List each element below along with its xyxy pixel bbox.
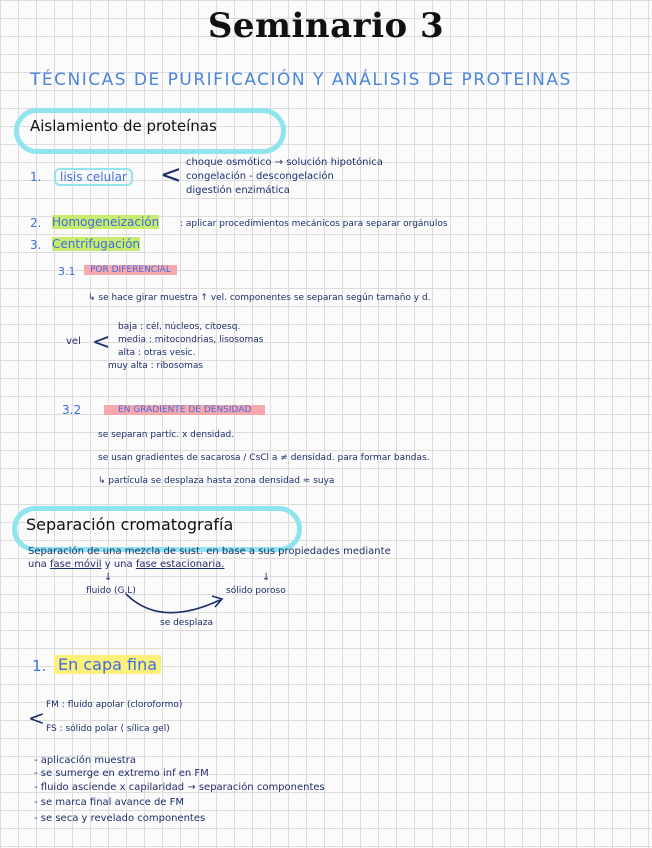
speed-media: media : mitocondrias, lisosomas xyxy=(118,335,264,345)
gradiente-line-1: se separan partíc. x densidad. xyxy=(98,430,235,440)
centrifugacion-highlight: Centrifugación xyxy=(52,237,141,251)
bracket: < xyxy=(92,330,111,355)
speed-baja: baja : cél, núcleos, citoesq. xyxy=(118,322,241,332)
speed-muy-alta: muy alta : ribosomas xyxy=(108,361,204,371)
desplaza-label: se desplaza xyxy=(160,618,213,628)
speed-alta: alta : otras vesic. xyxy=(118,348,196,358)
arrow-down-icon: ↓ xyxy=(104,572,113,583)
bracket: < xyxy=(28,706,45,730)
fase-movil: fase móvil xyxy=(50,559,102,570)
lisis-option-3: digestión enzimática xyxy=(186,185,290,196)
subitem-label-diferencial xyxy=(84,265,177,275)
homogeneizacion-highlight: Homogeneización xyxy=(52,215,160,229)
fs-line: FS : sólido polar ( sílica gel) xyxy=(46,724,170,734)
fase-estacionaria: fase estacionaria. xyxy=(135,559,225,570)
bracket: < xyxy=(160,160,182,190)
subitem-number: 3.1 xyxy=(58,265,76,278)
homogeneizacion-text: : aplicar procedimientos mecánicos para separar orgánulos xyxy=(180,219,448,229)
gradiente-highlight: EN GRADIENTE DE DENSIDAD xyxy=(104,405,265,415)
diferencial-note: ↳ se hace girar muestra ↑ vel. componentes se separan según tamaño y d. xyxy=(88,293,431,303)
gradiente-line-2: se usan gradientes de sacarosa / CsCl a ≠ densidad. para formar bandas. xyxy=(98,453,430,463)
step-4: - se marca final avance de FM xyxy=(34,797,185,808)
page-subtitle: TÉCNICAS DE PURIFICACIÓN Y ANÁLISIS DE PROTEINAS xyxy=(30,70,572,90)
step-3: - fluido asciende x capilaridad → separación componentes xyxy=(34,782,325,793)
section-heading-capa-fina xyxy=(54,655,161,674)
vel-label: vel xyxy=(66,336,81,347)
arrow-down-icon: ↓ xyxy=(262,572,271,583)
item-number: 2. xyxy=(30,216,42,230)
solido-label: sólido poroso xyxy=(226,586,286,596)
item-number: 1. xyxy=(30,170,42,184)
section-heading-cromatografia: Separación cromatografía xyxy=(26,515,234,534)
step-2: - se sumerge en extremo inf en FM xyxy=(34,768,209,779)
step-1: - aplicación muestra xyxy=(34,755,136,766)
subitem-number: 3.2 xyxy=(62,403,82,417)
lisis-option-1: choque osmótico → solución hipotónica xyxy=(186,157,383,168)
intro-text: una xyxy=(28,559,47,570)
item-label-homogeneizacion xyxy=(52,215,159,229)
page-title: Seminario 3 xyxy=(207,6,445,46)
section-number: 1. xyxy=(32,657,47,675)
lisis-option-2: congelación - descongelación xyxy=(186,171,334,182)
cromatografia-intro-line-1: Separación de una mezcla de sust. en base a sus propiedades mediante xyxy=(28,546,391,557)
cromatografia-intro-line-2 xyxy=(28,559,224,570)
item-label-lisis: lisis celular xyxy=(54,168,133,186)
diferencial-highlight: POR DIFERENCIAL xyxy=(84,265,177,275)
gradiente-line-3: ↳ partícula se desplaza hasta zona densidad ≈ suya xyxy=(98,476,335,486)
capa-fina-highlight: En capa fina xyxy=(54,655,161,674)
subitem-label-gradiente xyxy=(104,405,265,415)
fluido-label: fluido (G,L) xyxy=(86,586,136,596)
step-5: - se seca y revelado componentes xyxy=(34,813,206,824)
fm-line: FM : fluido apolar (cloroformo) xyxy=(46,700,183,710)
intro-text: y una xyxy=(104,559,133,570)
item-label-centrifugacion xyxy=(52,237,140,251)
section-heading-aislamiento: Aislamiento de proteínas xyxy=(30,117,217,135)
item-number: 3. xyxy=(30,238,42,252)
